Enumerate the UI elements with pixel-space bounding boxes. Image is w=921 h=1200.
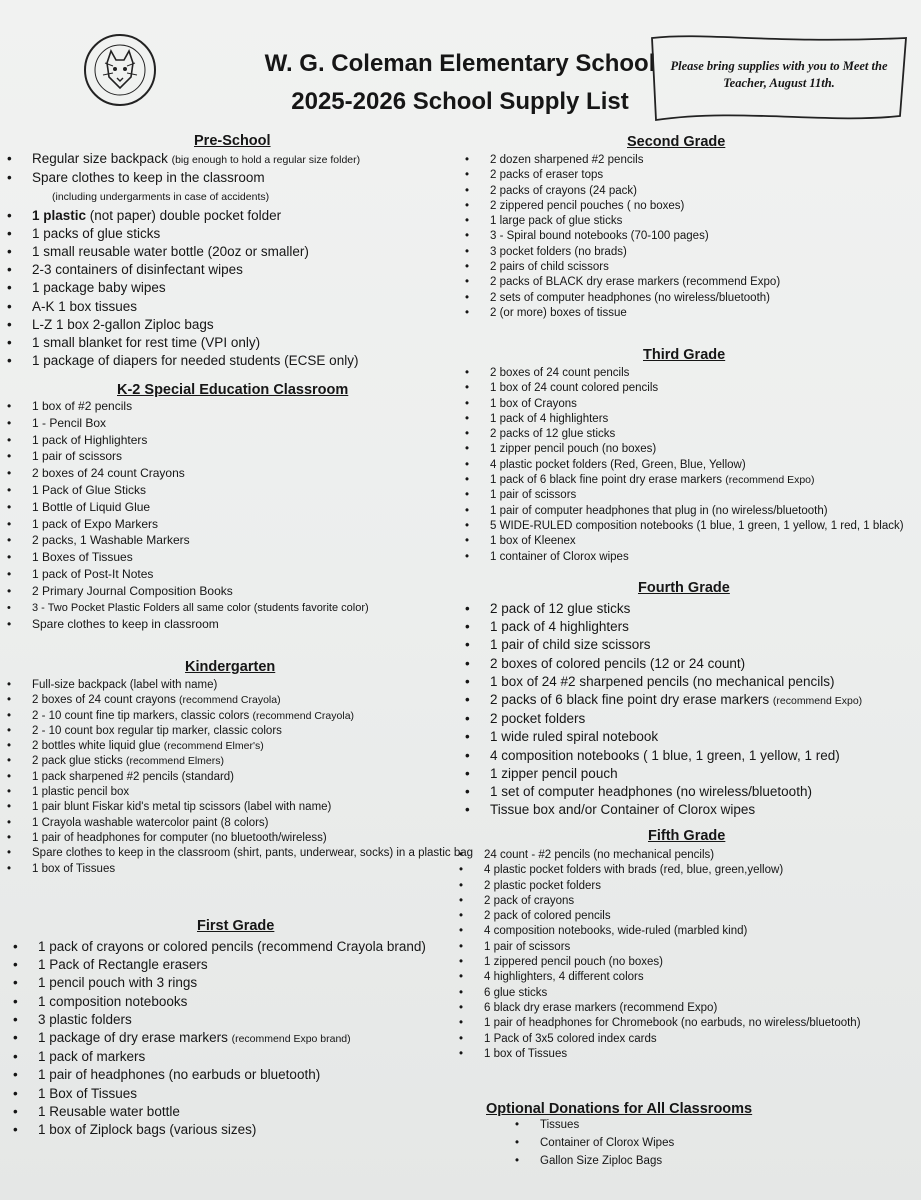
optional-donations-title: Optional Donations for All Classrooms xyxy=(486,1101,753,1117)
list-item: • 1 pair of headphones for Chromebook (no earbuds, no wireless/bluetooth) xyxy=(484,1016,884,1031)
list-item: • 6 glue sticks xyxy=(484,986,884,1001)
list-item: • 2 packs of 12 glue sticks xyxy=(490,427,890,442)
list-item: • L-Z 1 box 2-gallon Ziploc bags xyxy=(32,316,360,334)
list-item: • 1 pair blunt Fiskar kid's metal tip scissors (label with name) xyxy=(32,800,452,815)
list-item: • 1 package baby wipes xyxy=(32,279,360,297)
list-item: • 2 pocket folders xyxy=(490,710,862,728)
list-item: • 4 highlighters, 4 different colors xyxy=(484,970,884,985)
list-item: • 24 count - #2 pencils (no mechanical pencils) xyxy=(484,848,884,863)
list-item: • 1 set of computer headphones (no wireless/bluetooth) xyxy=(490,783,862,801)
preschool-list xyxy=(32,150,360,370)
notice-text: Please bring supplies with you to Meet the Teacher, August 11th. xyxy=(670,59,888,90)
list-title: 2025-2026 School Supply List xyxy=(291,88,629,115)
list-item: • 3 - Spiral bound notebooks (70-100 pages) xyxy=(490,229,780,244)
list-item: • 2 (or more) boxes of tissue xyxy=(490,306,780,321)
list-item: • 2 packs of eraser tops xyxy=(490,168,780,183)
list-item: • Spare clothes to keep in the classroom (shirt, pants, underwear, socks) in a plastic bag xyxy=(32,846,452,861)
list-item: • 2 plastic pocket folders xyxy=(484,879,884,894)
list-item: • 1 large pack of glue sticks xyxy=(490,214,780,229)
list-item: • 2 - 10 count fine tip markers, classic colors (recommend Crayola) xyxy=(32,709,452,724)
list-item: • 1 box of #2 pencils xyxy=(32,398,369,415)
list-item: • 2 packs of crayons (24 pack) xyxy=(490,184,780,199)
list-item: • 1 small blanket for rest time (VPI only) xyxy=(32,334,360,352)
list-item: • 2 bottles white liquid glue (recommend Elmer's) xyxy=(32,739,452,754)
list-item: • 1 box of Tissues xyxy=(484,1047,884,1062)
list-item: • 2 packs of 6 black fine point dry erase markers (recommend Expo) xyxy=(490,691,862,710)
list-item: • 1 Crayola washable watercolor paint (8 colors) xyxy=(32,816,452,831)
list-item: • Regular size backpack (big enough to hold a regular size folder) xyxy=(32,150,360,169)
list-item: • 1 box of Ziplock bags (various sizes) xyxy=(38,1121,426,1139)
list-item: • 3 plastic folders xyxy=(38,1011,426,1029)
k2-sped-title: K-2 Special Education Classroom xyxy=(117,382,349,398)
list-item: • Tissue box and/or Container of Clorox wipes xyxy=(490,801,862,819)
list-item: • 1 wide ruled spiral notebook xyxy=(490,728,862,746)
list-item: • 1 zipper pencil pouch (no boxes) xyxy=(490,442,890,457)
list-item: • 1 pack of Expo Markers xyxy=(32,516,369,533)
list-item: • 2 pairs of child scissors xyxy=(490,260,780,275)
list-item: • 1 Pack of Glue Sticks xyxy=(32,482,369,499)
list-item: • 1 pack of Post-It Notes xyxy=(32,566,369,583)
list-item: • 1 Boxes of Tissues xyxy=(32,549,369,566)
third-grade-title: Third Grade xyxy=(643,347,726,363)
list-item: • 1 Reusable water bottle xyxy=(38,1103,426,1121)
list-item: • 2 dozen sharpened #2 pencils xyxy=(490,153,780,168)
list-item: • 4 composition notebooks, wide-ruled (marbled kind) xyxy=(484,924,884,939)
first-grade-list xyxy=(38,938,426,1139)
list-item: • Gallon Size Ziploc Bags xyxy=(540,1152,674,1170)
second-grade-title: Second Grade xyxy=(627,134,726,150)
list-item: • 2 packs, 1 Washable Markers xyxy=(32,532,369,549)
fourth-grade-list xyxy=(490,600,862,819)
list-item: • 1 container of Clorox wipes xyxy=(490,550,890,565)
list-item: • 1 zippered pencil pouch (no boxes) xyxy=(484,955,884,970)
list-item: • 1 Pack of Rectangle erasers xyxy=(38,956,426,974)
list-item: • 2 boxes of colored pencils (12 or 24 count) xyxy=(490,655,862,673)
list-item: • 1 pack of 4 highlighters xyxy=(490,412,890,427)
kindergarten-title: Kindergarten xyxy=(185,659,276,675)
list-item: • 2 pack of colored pencils xyxy=(484,909,884,924)
list-item: • 2 sets of computer headphones (no wireless/bluetooth) xyxy=(490,291,780,306)
list-item: • 1 pack of Highlighters xyxy=(32,432,369,449)
list-item: • 1 pair of scissors xyxy=(490,488,890,503)
list-item: • 1 box of Crayons xyxy=(490,397,890,412)
third-grade-list xyxy=(490,366,904,565)
kindergarten-list xyxy=(32,678,474,877)
list-item: • 1 pair of scissors xyxy=(32,448,369,465)
list-item: • 1 composition notebooks xyxy=(38,993,426,1011)
list-item: • 3 pocket folders (no brads) xyxy=(490,245,780,260)
list-item: • 2 - 10 count box regular tip marker, classic colors xyxy=(32,724,452,739)
list-item: • 1 pencil pouch with 3 rings xyxy=(38,974,426,992)
preschool-title: Pre-School xyxy=(194,133,271,149)
list-item: • 2 pack glue sticks (recommend Elmers) xyxy=(32,754,452,769)
list-item: • 5 WIDE-RULED composition notebooks (1 blue, 1 green, 1 yellow, 1 red, 1 black) xyxy=(490,519,890,534)
list-item: • 1 pack of crayons or colored pencils (recommend Crayola brand) xyxy=(38,938,426,956)
list-item: • Container of Clorox Wipes xyxy=(540,1134,674,1152)
list-item: • 2 boxes of 24 count crayons (recommend Crayola) xyxy=(32,693,452,708)
list-item: • 1 package of diapers for needed students (ECSE only) xyxy=(32,352,360,370)
list-item: • 1 pair of headphones for computer (no bluetooth/wireless) xyxy=(32,831,452,846)
list-item: • 1 Pack of 3x5 colored index cards xyxy=(484,1032,884,1047)
list-item: • 2 boxes of 24 count pencils xyxy=(490,366,890,381)
list-item: • 4 plastic pocket folders with brads (red, blue, green,yellow) xyxy=(484,863,884,878)
list-item: • A-K 1 box tissues xyxy=(32,298,360,316)
list-item: • 3 - Two Pocket Plastic Folders all same color (students favorite color) xyxy=(32,600,369,617)
list-item: • 1 box of 24 #2 sharpened pencils (no mechanical pencils) xyxy=(490,673,862,691)
list-item: • 1 plastic pencil box xyxy=(32,785,452,800)
second-grade-list xyxy=(490,153,780,321)
list-item: • 1 package of dry erase markers (recommend Expo brand) xyxy=(38,1029,426,1048)
list-item: • 1 pack of markers xyxy=(38,1048,426,1066)
list-item: • Tissues xyxy=(540,1116,674,1134)
list-item: • 1 small reusable water bottle (20oz or smaller) xyxy=(32,243,360,261)
list-item: • 1 plastic (not paper) double pocket folder xyxy=(32,207,360,225)
list-item: • 2-3 containers of disinfectant wipes xyxy=(32,261,360,279)
list-item: • 1 box of Tissues xyxy=(32,862,452,877)
list-item: • 4 plastic pocket folders (Red, Green, Blue, Yellow) xyxy=(490,458,890,473)
fifth-grade-title: Fifth Grade xyxy=(648,828,726,844)
list-item: • 1 zipper pencil pouch xyxy=(490,765,862,783)
wildcat-logo xyxy=(83,33,157,107)
school-name: W. G. Coleman Elementary School xyxy=(264,50,656,77)
list-item: • 1 pack of 4 highlighters xyxy=(490,618,862,636)
list-item: • 1 packs of glue sticks xyxy=(32,225,360,243)
list-item: • 1 Bottle of Liquid Glue xyxy=(32,499,369,516)
list-item: • 1 box of 24 count colored pencils xyxy=(490,381,890,396)
list-item: • 2 pack of 12 glue sticks xyxy=(490,600,862,618)
list-item: • 1 Box of Tissues xyxy=(38,1085,426,1103)
list-item: • 1 pair of headphones (no earbuds or bluetooth) xyxy=(38,1066,426,1084)
list-item: • 6 black dry erase markers (recommend Expo) xyxy=(484,1001,884,1016)
list-item: • 2 boxes of 24 count Crayons xyxy=(32,465,369,482)
list-item: • 1 pair of child size scissors xyxy=(490,636,862,654)
list-item: • 1 pack of 6 black fine point dry erase markers (recommend Expo) xyxy=(490,473,890,488)
list-item: • 2 zippered pencil pouches ( no boxes) xyxy=(490,199,780,214)
list-item: • 2 Primary Journal Composition Books xyxy=(32,583,369,600)
list-item: • 2 pack of crayons xyxy=(484,894,884,909)
list-item: • Spare clothes to keep in classroom xyxy=(32,616,369,633)
list-item: • 1 pack sharpened #2 pencils (standard) xyxy=(32,770,452,785)
k2-sped-list xyxy=(32,398,369,633)
list-item-note: (including undergarments in case of accidents) xyxy=(52,191,270,204)
list-item: • 1 pair of scissors xyxy=(484,940,884,955)
list-item: • 1 - Pencil Box xyxy=(32,415,369,432)
list-item: • 1 pair of computer headphones that plug in (no wireless/bluetooth) xyxy=(490,504,890,519)
list-item: • 4 composition notebooks ( 1 blue, 1 green, 1 yellow, 1 red) xyxy=(490,747,862,765)
list-item: • 2 packs of BLACK dry erase markers (recommend Expo) xyxy=(490,275,780,290)
list-item: • Full-size backpack (label with name) xyxy=(32,678,452,693)
fourth-grade-title: Fourth Grade xyxy=(638,580,730,596)
optional-donations-list xyxy=(540,1116,674,1170)
fifth-grade-list xyxy=(484,848,884,1062)
list-item: • Spare clothes to keep in the classroom xyxy=(32,169,360,187)
list-item: • 1 box of Kleenex xyxy=(490,534,890,549)
first-grade-title: First Grade xyxy=(197,918,275,934)
